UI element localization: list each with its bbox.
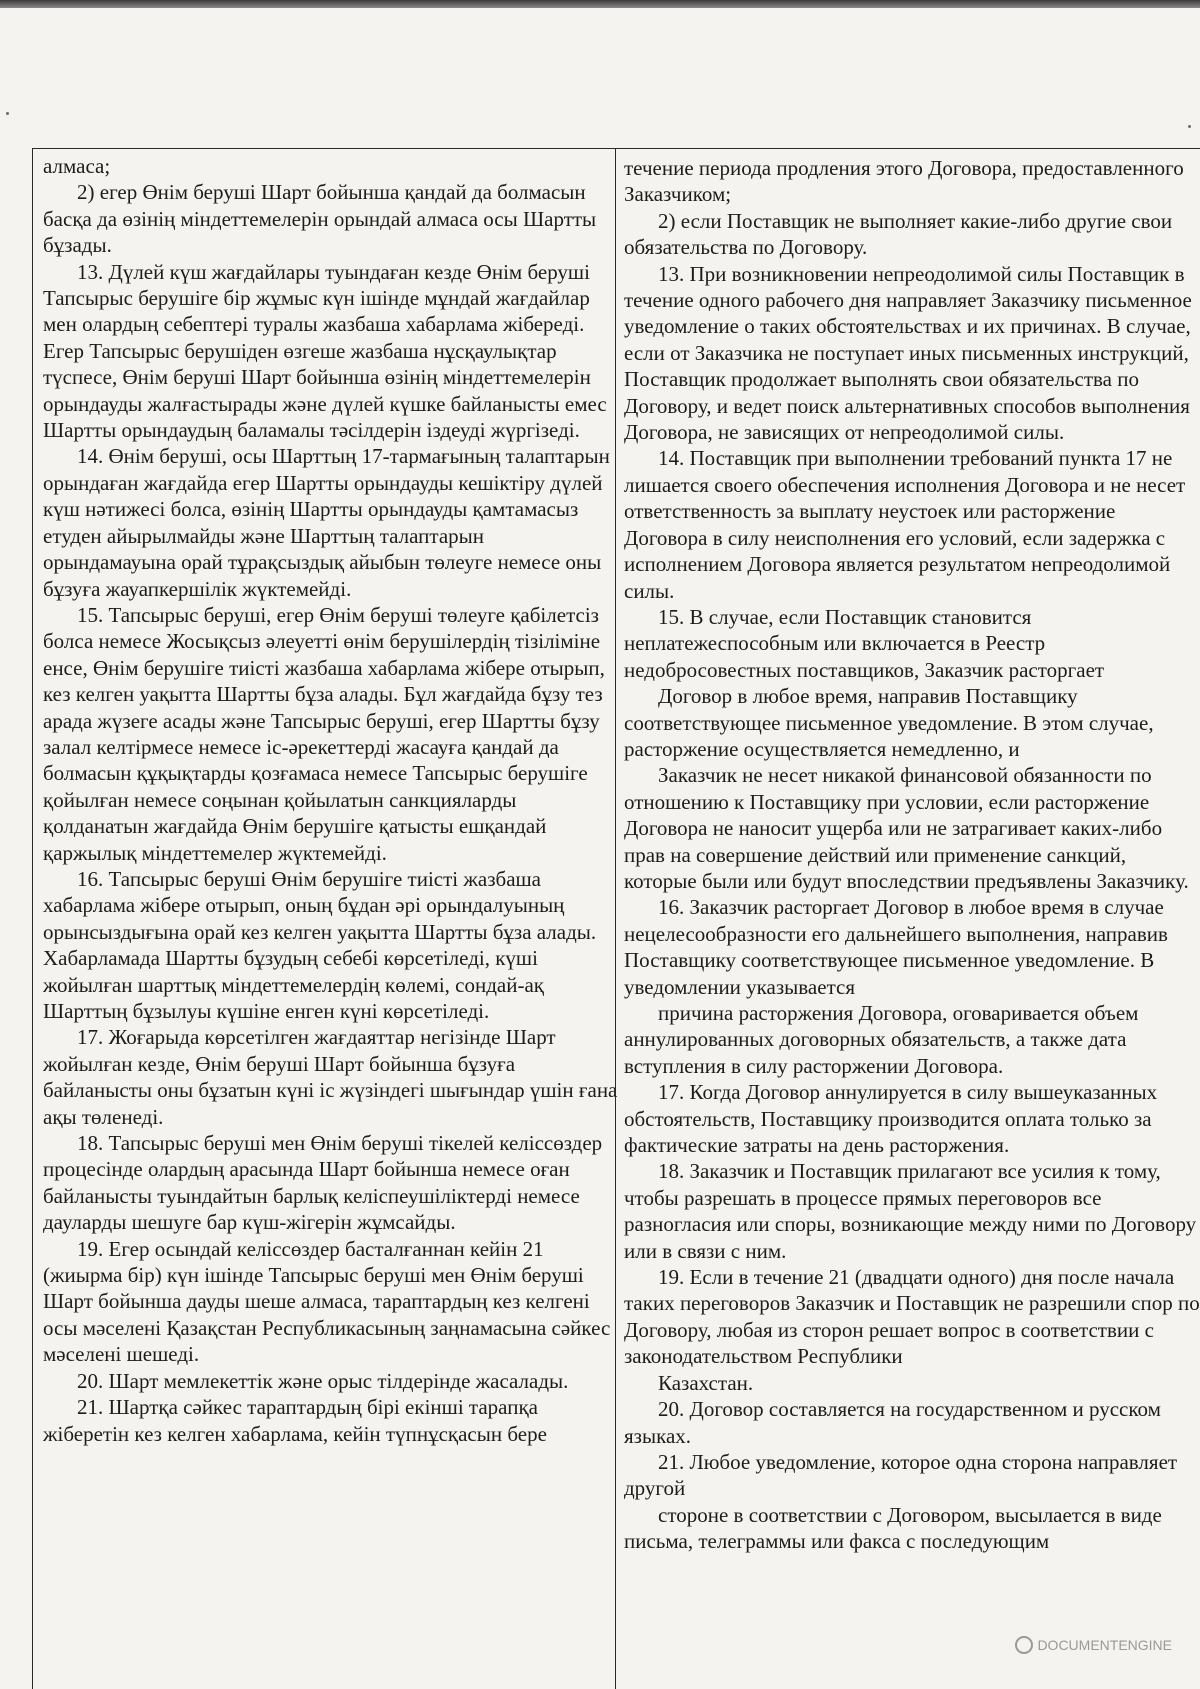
kazakh-paragraph: 16. Тапсырыс беруші Өнім берушіге тиісті жазбаша хабарлама жібере отырып, оның бұдан әрі орындалуының орынсыздығына орай кез келген уақытта Шартты бұза алады. Хабарламада Шартты бұзудың себебі көрсетіледі, күші жойылған шарттық міндеттемелердің көлемі, сондай-ақ Шарттың бұзылуы күшіне енген күні көрсетіледі.	[43, 866, 597, 1023]
scan-speck	[6, 112, 9, 115]
kazakh-paragraph: 18. Тапсырыс беруші мен Өнім беруші тікелей келіссөздер процесінде олардың арасында Шарт бойынша немесе оған байланысты туындайтын барлық келіспеушіліктерді немесе дауларды шешуге бар күш-жігерін жұмсайды.	[43, 1131, 603, 1235]
document-table	[32, 148, 1200, 1689]
russian-paragraph: 2) если Поставщик не выполняет какие-либо другие свои обязательства по Договору.	[624, 208, 1173, 260]
kazakh-paragraph: 20. Шарт мемлекеттік және орыс тілдерінде жасалады.	[77, 1368, 569, 1393]
kazakh-paragraph: 17. Жоғарыда көрсетілген жағдаяттар негізінде Шарт жойылған кезде, Өнім беруші Шарт бойынша бұзуға байланысты оны бұзатын күні іс жүзіндегі шығындар үшін ғана ақы төленеді.	[43, 1025, 618, 1129]
kazakh-paragraph: 15. Тапсырыс беруші, егер Өнім беруші төлеуге қабілетсіз болса немесе Жосықсыз әлеуетті өнім берушілердің тізіліміне енсе, Өнім берушіге тиісті жазбаша хабарлама жібере отырып, кез келген уақытта Шартты бұза алады. Бұл жағдайда бұзу тез арада жүзеге асады және Тапсырыс беруші, егер Шартты бұзу залал келтірмесе немесе іс-әрекеттерді жасауға қандай да болмасын құқықтарды қозғамаса немесе Тапсырыс берушіге қойылған немесе соңынан қойылатын санкцияларды қолданатын жағдайда Өнім берушіге қатысты ешқандай қаржылық міндеттемелер жүктемейді.	[43, 602, 605, 865]
russian-paragraph: Казахстан.	[658, 1370, 754, 1395]
kazakh-paragraph: 14. Өнім беруші, осы Шарттың 17-тармағының талаптарын орындаған жағдайда егер Шартты орындауды кешіктіру дүлей күш нәтижесі болса, өзінің Шартты орындауды қамтамасыз етуден айырылмайды және Шарттың талаптарын орындамауына орай тұрақсыздық айыбын төлеуге немесе оны бұзуға жауапкершілік жүктемейді.	[43, 444, 610, 601]
scan-speck	[1188, 125, 1191, 128]
kazakh-paragraph: 21. Шартқа сәйкес тараптардың бірі екінші тарапқа жіберетін кез келген хабарлама, кейін түпнұсқасын бере	[43, 1395, 547, 1446]
kazakh-paragraph: 13. Дүлей күш жағдайлары туындаған кезде Өнім беруші Тапсырыс берушіге бір жұмыс күн ішінде мұндай жағдайлар мен олардың себептері туралы жазбаша хабарлама жібереді. Егер Тапсырыс берушіден өзгеше жазбаша нұсқаулықтар түспесе, Өнім беруші Шарт бойынша өзінің міндеттемелерін орындауды жалғастырады және дүлей күшке байланысты емес Шартты орындаудың баламалы тәсілдерін іздеуді жүргізеді.	[43, 259, 607, 443]
russian-paragraph: 15. В случае, если Поставщик становится неплатежеспособным или включается в Реестр недобросовестных поставщиков, Заказчик расторгает	[624, 604, 1105, 682]
russian-paragraph: Договор в любое время, направив Поставщику соответствующее письменное уведомление. В этом случае, расторжение осуществляется немедленно, и	[624, 684, 1154, 761]
russian-paragraph: течение периода продления этого Договора, предоставленного Заказчиком;	[624, 156, 1184, 207]
russian-paragraph: 20. Договор составляется на государственном и русском языках.	[624, 1397, 1161, 1448]
kazakh-paragraph: 19. Егер осындай келіссөздер басталғаннан кейін 21 (жиырма бір) күн ішінде Тапсырыс беруші мен Өнім беруші Шарт бойынша дауды шеше алмаса, тараптардың кез келгені осы мәселені Қазақстан Республикасының заңнамасына сәйкес мәселені шешеді.	[43, 1236, 611, 1367]
kazakh-paragraph: 2) егер Өнім беруші Шарт бойынша қандай да болмасын басқа да өзінің міндеттемелерін орындай алмаса осы Шартты бұзады.	[43, 180, 597, 258]
watermark	[1015, 1636, 1172, 1654]
russian-paragraph: причина расторжения Договора, оговаривается объем аннулированных договорных обязательств, а также дата вступления в силу расторжении Договора.	[624, 1001, 1139, 1078]
russian-paragraph: 16. Заказчик расторгает Договор в любое время в случае нецелесообразности его дальнейшего выполнения, направив Поставщику соответствующее письменное уведомление. В уведомлении указывается	[624, 895, 1168, 999]
russian-column	[615, 149, 1200, 1689]
scan-top-edge	[0, 0, 1200, 8]
watermark-text: DOCUMENTENGINE	[1037, 1637, 1172, 1653]
russian-paragraph: 13. При возникновении непреодолимой силы Поставщик в течение одного рабочего дня направляет Заказчику письменное уведомление о таких обстоятельствах и их причинах. В случае, если от Заказчика не поступает иных письменных инструкций, Поставщик продолжает выполнять свои обязательства по Договору, и ведет поиск альтернативных способов выполнения Договора, не зависящих от непреодолимой силы.	[624, 261, 1192, 445]
kazakh-paragraph: алмаса;	[43, 154, 111, 178]
russian-paragraph: 17. Когда Договор аннулируется в силу вышеуказанных обстоятельств, Поставщику производится оплата только за фактические затраты на день расторжения.	[624, 1080, 1158, 1158]
russian-paragraph: 18. Заказчик и Поставщик прилагают все усилия к тому, чтобы разрешать в процессе прямых переговоров все разногласия или споры, возникающие между ними по Договору или в связи с ним.	[624, 1159, 1197, 1263]
russian-paragraph: Заказчик не несет никакой финансовой обязанности по отношению к Поставщику при условии, если расторжение Договора не наносит ущерба или не затрагивает каких-либо прав на совершение действий или применение санкций, которые были или будут впоследствии предъявлены Заказчику.	[624, 763, 1189, 893]
kazakh-column	[32, 149, 630, 1689]
watermark-logo-icon	[1015, 1636, 1033, 1654]
russian-paragraph: 19. Если в течение 21 (двадцати одного) дня после начала таких переговоров Заказчик и Поставщик не разрешили спор по Договору, любая из сторон решает вопрос в соответствии с законодательством Республики	[624, 1265, 1200, 1369]
russian-paragraph: стороне в соответствии с Договором, высылается в виде письма, телеграммы или факса с последующим	[624, 1502, 1162, 1554]
russian-paragraph: 21. Любое уведомление, которое одна сторона направляет другой	[624, 1449, 1178, 1501]
russian-paragraph: 14. Поставщик при выполнении требований пункта 17 не лишается своего обеспечения исполнения Договора и не несет ответственность за выплату неустоек или расторжение Договора в силу неисполнения его условий, если задержка с исполнением Договора является результатом непреодолимой силы.	[624, 446, 1186, 603]
